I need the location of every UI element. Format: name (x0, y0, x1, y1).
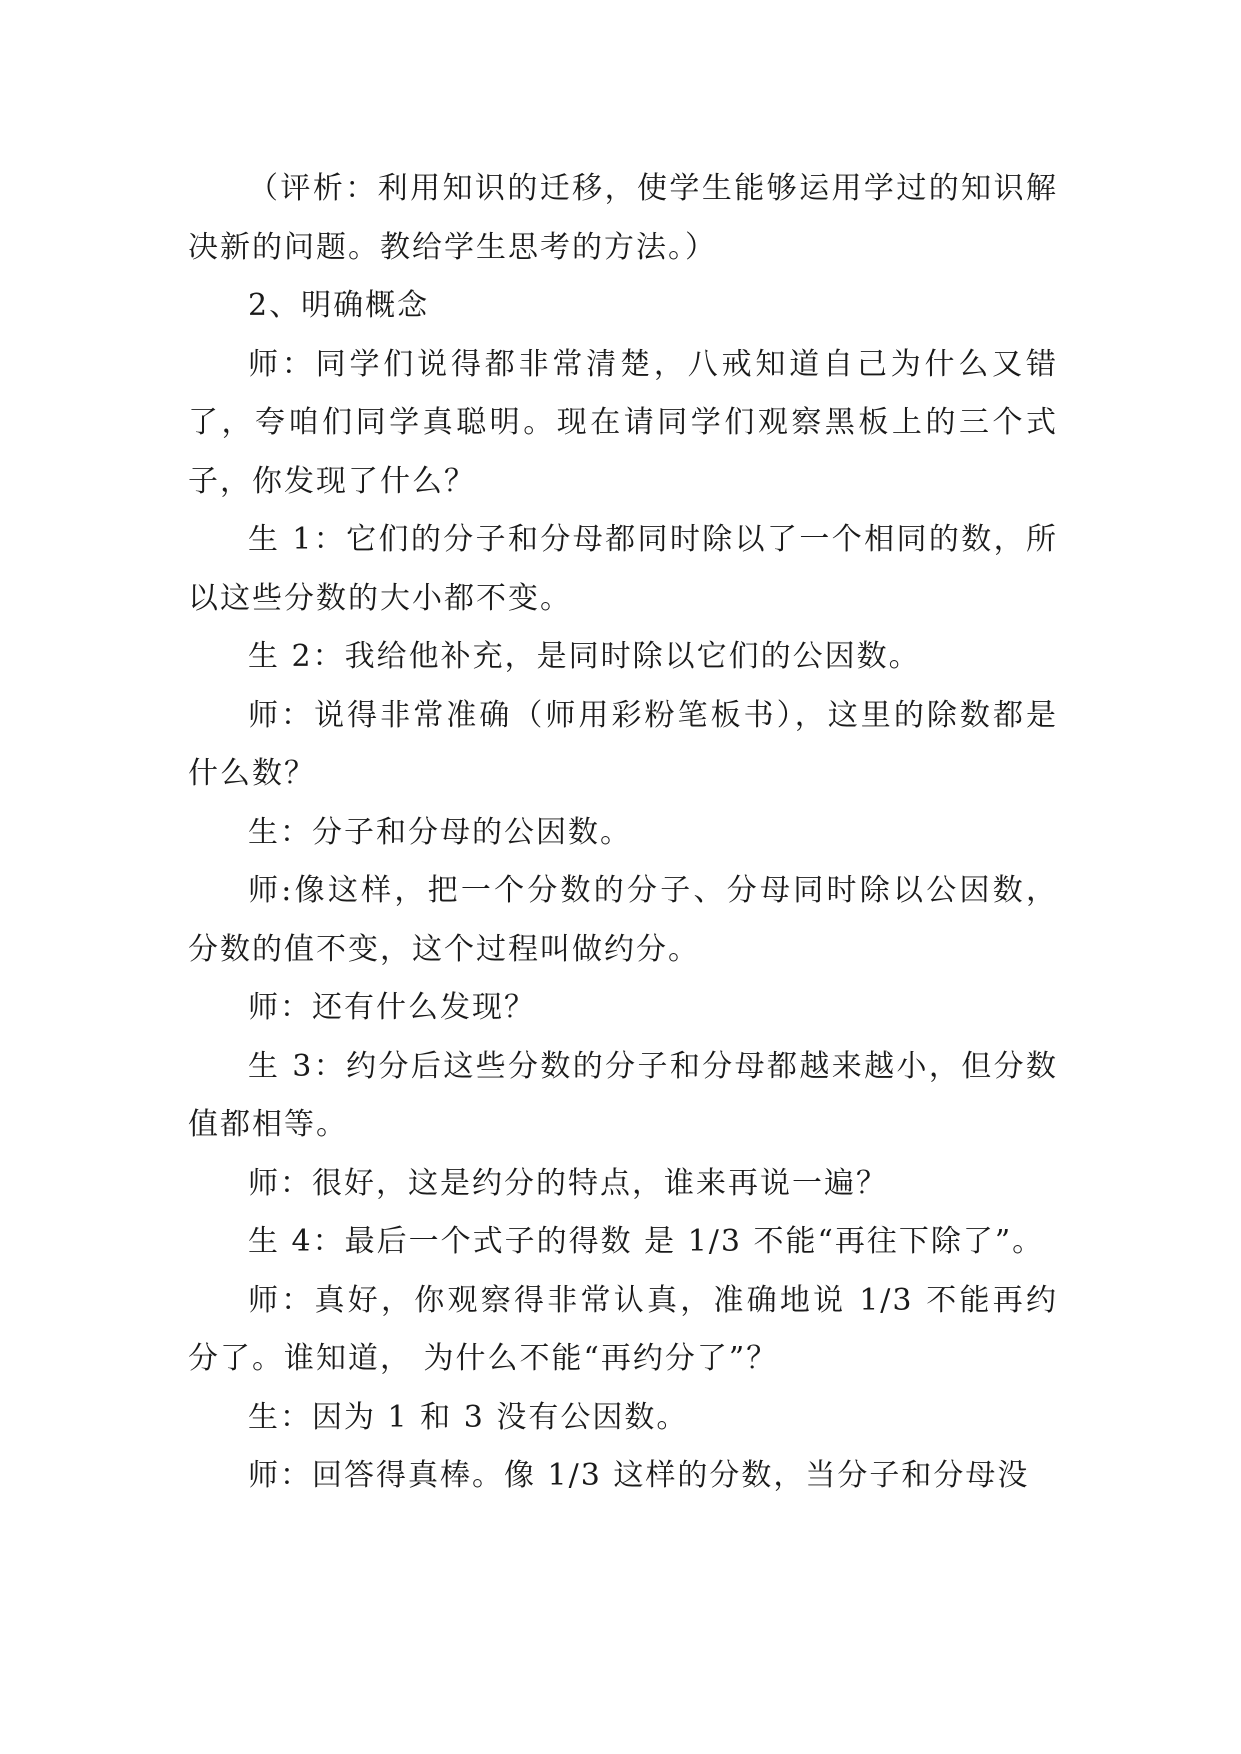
document-body (188, 160, 1058, 1506)
paragraph-student-3: 生 3：约分后这些分数的分子和分母都越来越小，但分数值都相等。 (188, 1048, 1058, 1142)
paragraph-teacher-6: 师：回答得真棒。像 1/3 这样的分数，当分子和分母没 (248, 1458, 1030, 1493)
paragraph-teacher-2: 师：说得非常准确（师用彩粉笔板书），这里的除数都是什么数？ (188, 697, 1058, 791)
paragraph-teacher-5: 师：真好，你观察得非常认真，准确地说 1/3 不能再约分了。谁知道， 为什么不能“再约分了”？ (188, 1282, 1058, 1376)
paragraph-student-answer-1: 生：分子和分母的公因数。 (248, 814, 632, 850)
section-heading: 2、明确概念 (248, 288, 430, 323)
paragraph-teacher-definition: 师:像这样，把一个分数的分子、分母同时除以公因数，分数的值不变，这个过程叫做约分。 (188, 873, 1058, 967)
paragraph-student-4: 生 4：最后一个式子的得数 是 1/3 不能“再往下除了”。 (248, 1224, 1045, 1259)
paragraph-teacher-1: 师：同学们说得都非常清楚，八戒知道自己为什么又错了，夸咱们同学真聪明。现在请同学们观察黑板上的三个式子，你发现了什么？ (188, 346, 1058, 499)
paragraph-teacher-4: 师：很好，这是约分的特点，谁来再说一遍？ (248, 1165, 888, 1201)
paragraph-student-answer-2: 生：因为 1 和 3 没有公因数。 (248, 1399, 689, 1435)
paragraph-student-2: 生 2：我给他补充，是同时除以它们的公因数。 (248, 639, 921, 674)
paragraph-teacher-3: 师：还有什么发现？ (248, 990, 536, 1025)
paragraph-analysis: （评析：利用知识的迁移，使学生能够运用学过的知识解决新的问题。教给学生思考的方法。） (188, 171, 1058, 265)
paragraph-student-1: 生 1：它们的分子和分母都同时除以了一个相同的数，所以这些分数的大小都不变。 (188, 522, 1058, 616)
